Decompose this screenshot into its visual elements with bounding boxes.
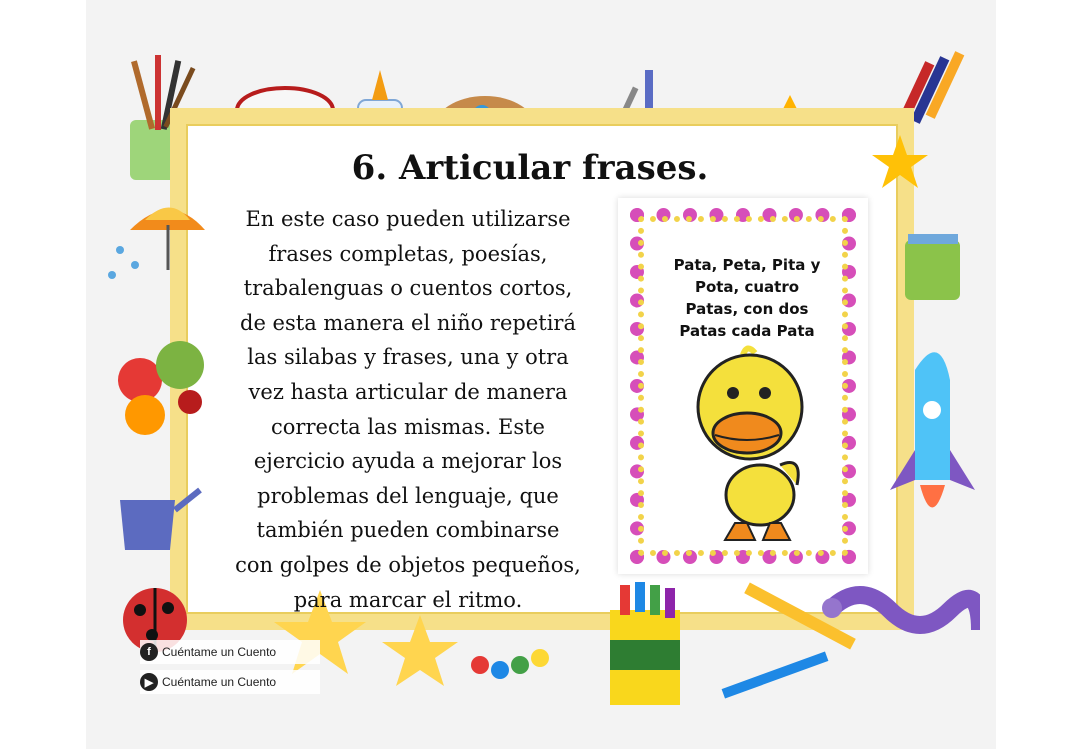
body-line: problemas del lenguaje, que	[257, 483, 559, 508]
umbrella-icon	[108, 208, 205, 280]
youtube-icon: ▶	[140, 673, 158, 691]
body-line: con golpes de objetos pequeños,	[235, 552, 581, 577]
body-line: ejercicio ayuda a mejorar los	[253, 449, 563, 474]
body-line: vez hasta articular de manera	[248, 379, 568, 404]
card-line: Pota, cuatro	[694, 278, 800, 296]
youtube-label: Cuéntame un Cuento	[162, 675, 277, 689]
card-line: Pata, Peta, Pita y	[673, 256, 821, 274]
left-decorations	[100, 190, 210, 660]
card-line: Patas cada Pata	[679, 322, 815, 340]
youtube-credit	[140, 670, 320, 694]
body-line: también pueden combinarse	[256, 518, 560, 543]
page-title: 6. Articular frases.	[351, 148, 709, 188]
fruit-icon	[118, 341, 204, 435]
cup-icon	[905, 234, 960, 300]
body-line: las silabas y frases, una y otra	[247, 345, 569, 370]
watering-can-icon	[120, 490, 200, 550]
card-line: Patas, con dos	[685, 300, 809, 318]
body-line: para marcar el ritmo.	[293, 587, 523, 612]
facebook-label: Cuéntame un Cuento	[162, 645, 277, 659]
tongue-twister-text	[652, 254, 842, 342]
worm-icon	[822, 595, 980, 630]
body-paragraph	[198, 202, 618, 617]
body-line: frases completas, poesías,	[268, 241, 548, 266]
facebook-icon: f	[140, 643, 158, 661]
star-icon	[872, 135, 928, 188]
crayon-box-icon	[610, 582, 680, 705]
body-line: de esta manera el niño repetirá	[240, 310, 576, 335]
bead-string-icon	[471, 649, 549, 679]
body-line: trabalenguas o cuentos cortos,	[243, 276, 573, 301]
body-line: En este caso pueden utilizarse	[245, 207, 571, 231]
duck-illustration	[685, 345, 815, 545]
rocket-icon	[890, 352, 975, 507]
facebook-credit	[140, 640, 320, 664]
body-line: correcta las mismas. Este	[271, 414, 545, 439]
right-decorations	[870, 130, 990, 610]
